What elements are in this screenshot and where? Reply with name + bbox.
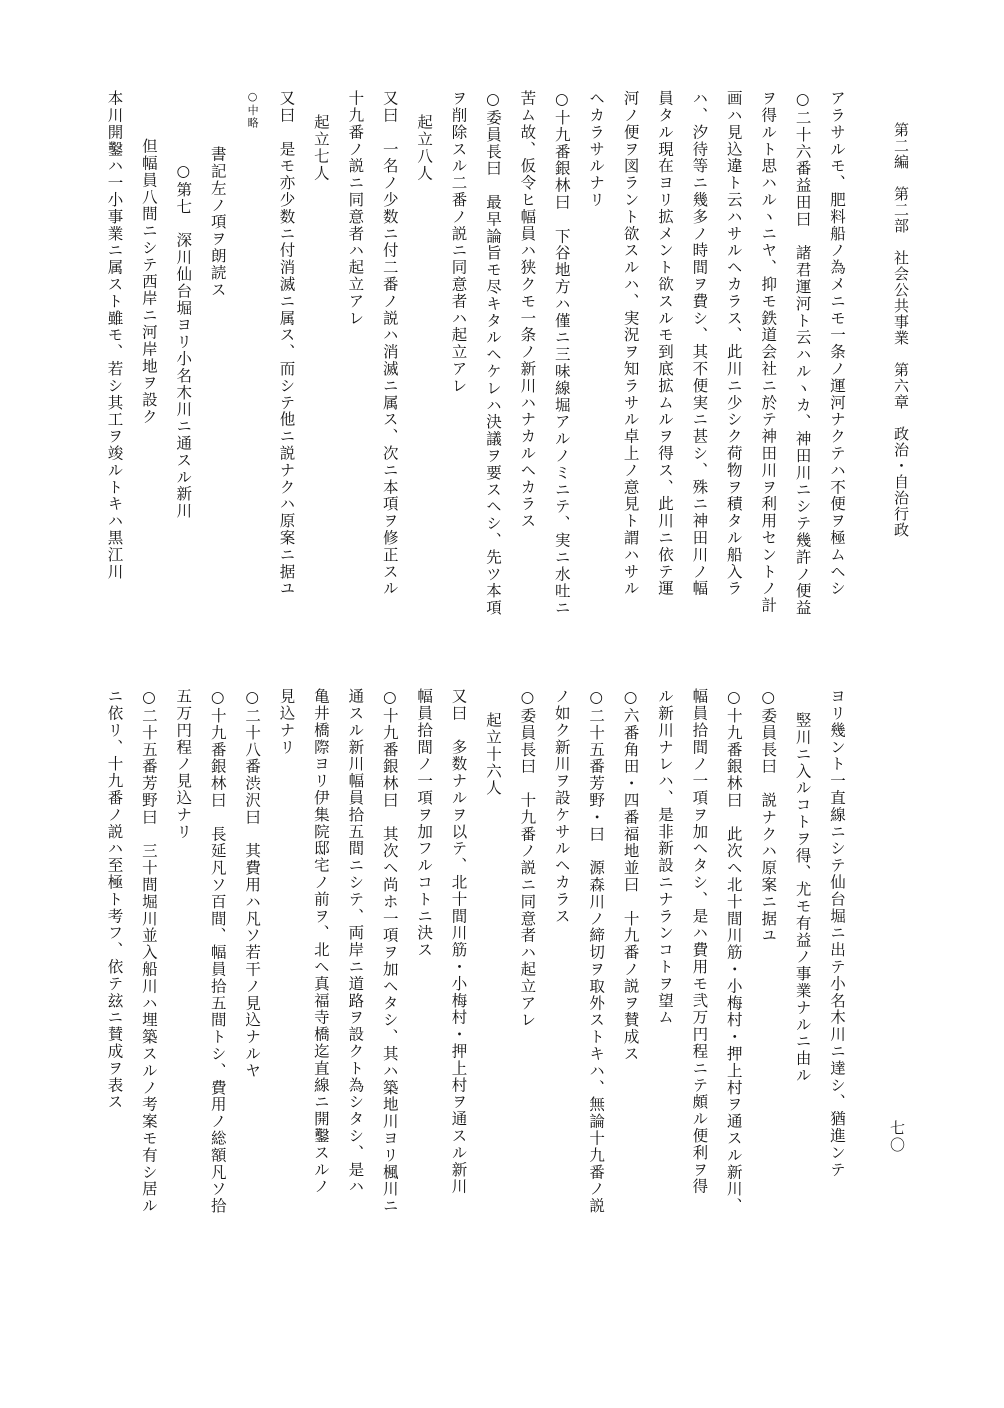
text-line: 又曰 是モ亦少数ニ付消滅ニ属ス、而シテ他ニ説ナクハ原案ニ据ユ <box>277 90 296 597</box>
text-line: 河ノ便ヲ図ラント欲スルハ、実況ヲ知ラサル卓上ノ意見ト謂ハサル <box>621 90 640 597</box>
text-line: ○二十六番益田曰 諸君運河ト云ハルヽカ、神田川ニシテ幾許ノ便益 <box>793 90 812 617</box>
text-line: ハ、汐待等ニ幾多ノ時間ヲ費シ、其不便実ニ甚シ、殊ニ神田川ノ幅 <box>690 90 709 597</box>
text-line: 通スル新川幅員拾五間ニシテ、両岸ニ道路ヲ設クト為シタシ、是ハ <box>346 688 365 1195</box>
text-line: ○十九番銀林曰 下谷地方ハ僅ニ三味線堀アルノミニテ、実ニ水吐ニ <box>552 90 571 617</box>
text-line: 又曰 多数ナルヲ以テ、北十間川筋・小梅村・押上村ヲ通スル新川 <box>449 688 468 1195</box>
text-line: 見込ナリ <box>277 688 296 756</box>
text-line: 画ハ見込違ト云ハサルヘカラス、此川ニ少シク荷物ヲ積タル船入ラ <box>724 90 743 597</box>
text-line: 起立七人 <box>311 114 330 182</box>
text-line: 本川開鑿ハ一小事業ニ属スト雖モ、若シ其工ヲ竣ルトキハ黒江川 <box>105 90 124 581</box>
running-header: 第二編 第二部 社会公共事業 第六章 政治・自治行政 <box>892 122 910 538</box>
text-line: ノ如ク新川ヲ設ケサルヘカラス <box>552 688 571 925</box>
text-block-lower <box>97 688 854 1268</box>
text-line: ○六番角田・四番福地並曰 十九番ノ説ヲ賛成ス <box>621 688 640 1063</box>
text-line: 幅員拾間ノ一項ヲ加フルコトニ決ス <box>415 688 434 959</box>
text-block-upper <box>97 90 854 660</box>
text-line: 幅員拾間ノ一項ヲ加ヘタシ、是ハ費用モ弐万円程ニテ頗ル便利ヲ得 <box>690 688 709 1195</box>
text-line: ヲ得ルト思ハルヽニヤ、抑モ鉄道会社ニ於テ神田川ヲ利用セントノ計 <box>759 90 778 614</box>
text-line: 但幅員八間ニシテ西岸ニ河岸地ヲ設ク <box>139 138 158 426</box>
text-line: 書記左ノ項ヲ朗読ス <box>208 146 227 299</box>
text-line: ヘカラサルナリ <box>587 90 606 209</box>
text-line: 十九番ノ説ニ同意者ハ起立アレ <box>346 90 365 327</box>
text-line: ヨリ幾ント一直線ニシテ仙台堀ニ出テ小名木川ニ達シ、猶進ンテ <box>828 688 846 1179</box>
text-line: ル新川ナレハ、是非新設ニナランコトヲ望ム <box>655 688 674 1026</box>
text-line: アラサルモ、肥料船ノ為メニモ一条ノ運河ナクテハ不便ヲ極ムヘシ <box>828 90 846 597</box>
page-number: 七〇 <box>888 1120 906 1154</box>
text-line: ○十九番銀林曰 其次ヘ尚ホ一項ヲ加ヘタシ、其ハ築地川ヨリ楓川ニ <box>380 688 399 1215</box>
text-line: 五万円程ノ見込ナリ <box>174 688 193 841</box>
text-line: ○二十八番渋沢曰 其費用ハ凡ソ若干ノ見込ナルヤ <box>243 688 262 1080</box>
text-line: ○委員長曰 十九番ノ説ニ同意者ハ起立アレ <box>518 688 537 1029</box>
text-line: ニ依リ、十九番ノ説ハ至極ト考フ、依テ玆ニ賛成ヲ表ス <box>105 688 124 1111</box>
text-line: ○委員長曰 説ナクハ原案ニ据ユ <box>759 688 778 944</box>
text-line: ○十九番銀林曰 此次ヘ北十間川筋・小梅村・押上村ヲ通スル新川、 <box>724 688 743 1215</box>
text-line: ○二十五番芳野・曰 源森川ノ締切ヲ取外ストキハ、無論十九番ノ説 <box>587 688 606 1215</box>
text-line: 起立八人 <box>415 114 434 182</box>
text-line: 起立十六人 <box>483 712 502 797</box>
text-line: 苦ム故、仮令ヒ幅員ハ狭クモ一条ノ新川ハナカルヘカラス <box>518 90 537 530</box>
text-line: 員タル現在ヨリ拡メント欲スルモ到底拡ムルヲ得ス、此川ニ依テ運 <box>655 90 674 597</box>
text-line: ヲ削除スル二番ノ説ニ同意者ハ起立アレ <box>449 90 468 395</box>
text-line: 竪川ニ入ルコトヲ得、尤モ有益ノ事業ナルニ由ル <box>793 712 812 1084</box>
text-line: ○中略 <box>246 90 260 130</box>
text-line: ○第七 深川仙台堀ヨリ小名木川ニ通スル新川 <box>174 162 193 520</box>
text-line: 又曰 一名ノ少数ニ付二番ノ説ハ消滅ニ属ス、次ニ本項ヲ修正スル <box>380 90 399 597</box>
text-line: 亀井橋際ヨリ伊集院邸宅ノ前ヲ、北ヘ真福寺橋迄直線ニ開鑿スルノ <box>311 688 330 1195</box>
text-line: ○二十五番芳野曰 三十間堀川並入船川ハ埋築スルノ考案モ有シ居ル <box>139 688 158 1215</box>
text-line: ○十九番銀林曰 長延凡ソ百間、幅員拾五間トシ、費用ノ総額凡ソ拾 <box>208 688 227 1215</box>
text-line: ○委員長曰 最早論旨モ尽キタルヘケレハ決議ヲ要スヘシ、先ツ本項 <box>483 90 502 617</box>
